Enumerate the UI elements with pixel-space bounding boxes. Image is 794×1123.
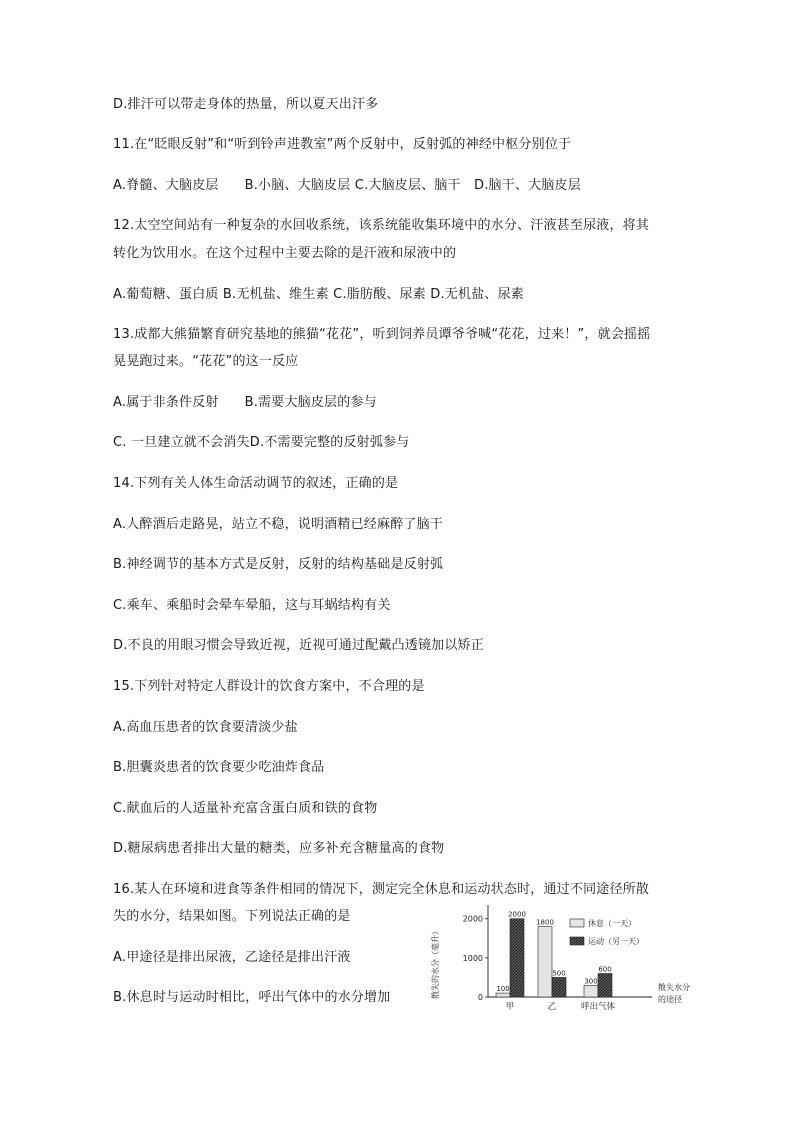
question-15-option-b: B.胆囊炎患者的饮食要少吃油炸食品 [113,760,325,775]
chart-bar-exercise [598,974,612,997]
question-11-options [113,177,581,194]
question-12-stem-line1: 12.太空空间站有一种复杂的水回收系统，该系统能收集环境中的水分、汗液甚至尿液，将其 [113,218,650,233]
chart-data-label: 500 [552,969,566,978]
question-15-option-c: C.献血后的人适量补充富含蛋白质和铁的食物 [113,801,378,816]
question-12-stem-line2: 转化为饮用水。在这个过程中主要去除的是汗液和尿液中的 [113,246,457,261]
legend-swatch-exercise [570,937,584,945]
question-14-option-a: A.人醉酒后走路晃，站立不稳，说明酒精已经麻醉了脑干 [113,517,443,532]
question-14-stem: 14.下列有关人体生命活动调节的叙述，正确的是 [113,476,399,491]
chart-data-label: 1800 [536,918,554,927]
question-11-option-a: A.脊髓、大脑皮层 [113,178,219,193]
question-11-stem: 11.在“眨眼反射”和“听到铃声进教室”两个反射中，反射弧的神经中枢分别位于 [113,137,572,152]
chart-bar-rest [584,985,598,997]
chart-x-axis-label-line2: 的途径 [658,995,682,1004]
chart-bar-exercise [552,977,566,997]
chart-category-label: 甲 [505,1002,515,1012]
question-13-options-cd: C. 一旦建立就不会消失D.不需要完整的反射弧参与 [113,435,410,450]
legend-label-rest: 休息（一天） [588,919,636,928]
chart-y-tick-label: 2000 [462,914,483,924]
question-13-options-ab [113,394,377,411]
chart-y-tick-label: 1000 [462,953,483,963]
question-12-options: A.葡萄糖、蛋白质 B.无机盐、维生素 C.脂肪酸、尿素 D.无机盐、尿素 [113,287,524,302]
water-loss-bar-chart [430,903,700,1023]
question-13-option-a: A.属于非条件反射 [113,395,219,410]
question-16-stem-line2: 失的水分，结果如图。下列说法正确的是 [113,909,351,924]
question-14-option-c: C.乘车、乘船时会晕车晕船，这与耳蜗结构有关 [113,598,391,613]
question-14-option-b: B.神经调节的基本方式是反射，反射的结构基础是反射弧 [113,557,444,572]
question-13-option-b: B.需要大脑皮层的参与 [244,395,377,410]
chart-category-label: 乙 [547,1002,557,1012]
chart-y-tick-label: 0 [477,993,483,1002]
question-16-stem-line1: 16.某人在环境和进食等条件相同的情况下，测定完全休息和运动状态时，通过不同途径所散 [113,882,650,897]
question-13-stem-line2: 晃晃跑过来。“花花”的这一反应 [113,354,299,369]
question-11-option-bcd: B.小脑、大脑皮层 C.大脑皮层、脑干 D.脑干、大脑皮层 [244,178,581,193]
legend-label-exercise: 运动（另一天） [588,937,644,946]
chart-data-label: 600 [598,965,612,974]
question-14-option-d: D.不良的用眼习惯会导致近视，近视可通过配戴凸透镜加以矫正 [113,638,484,653]
chart-category-label: 呼出气体 [580,1002,616,1012]
question-16-option-a: A.甲途径是排出尿液，乙途径是排出汗液 [113,950,351,965]
chart-x-axis-label-line1: 散失水分 [658,983,690,992]
legend-swatch-rest [570,919,584,927]
chart-y-axis-label: 散失的水分（毫升） [431,927,440,999]
question-10-option-d: D.排汗可以带走身体的热量，所以夏天出汗多 [113,97,379,112]
chart-bar-exercise [510,919,524,997]
chart-data-label: 100 [496,985,510,994]
chart-bar-rest [496,993,510,997]
chart-data-label: 300 [584,977,598,986]
question-15-option-d: D.糖尿病患者排出大量的糖类，应多补充含糖量高的食物 [113,841,445,856]
question-15-stem: 15.下列针对特定人群设计的饮食方案中，不合理的是 [113,679,425,694]
question-13-stem-line1: 13.成都大熊猫繁育研究基地的熊猫“花花”，听到饲养员谭爷爷喊“花花，过来！”，就会摇摇 [113,327,651,342]
question-16-option-b: B.休息时与运动时相比，呼出气体中的水分增加 [113,990,391,1005]
chart-data-label: 2000 [508,910,526,919]
question-15-option-a: A.高血压患者的饮食要清淡少盐 [113,720,298,735]
chart-bar-rest [538,927,552,997]
